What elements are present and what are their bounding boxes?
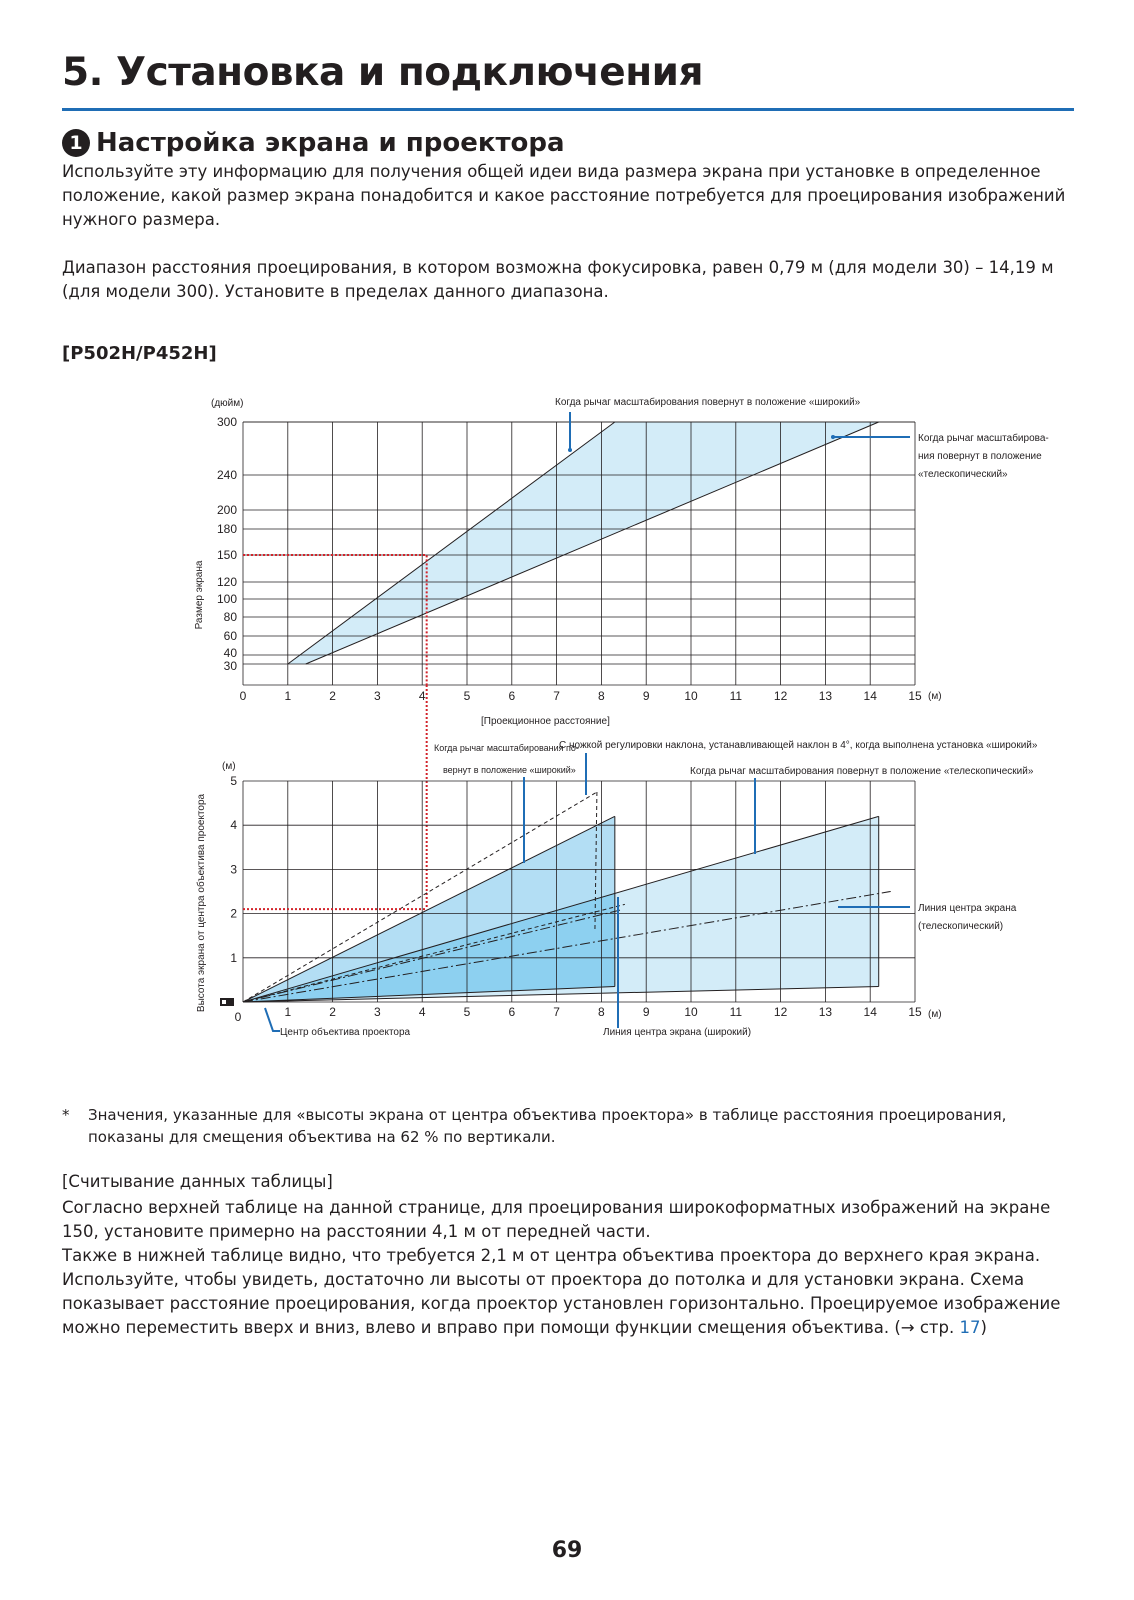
top-chart-x-ticks bbox=[240, 689, 922, 703]
page-link-17[interactable]: 17 bbox=[959, 1318, 981, 1337]
center-tele-annotation-2: (телескопический) bbox=[918, 921, 1004, 932]
chapter-rule bbox=[62, 108, 1074, 111]
top-x-tick-label: 6 bbox=[508, 689, 516, 703]
bottom-x-tick-label: 5 bbox=[463, 1005, 471, 1019]
top-x-tick-label: 14 bbox=[863, 689, 877, 703]
top-y-tick-label: 300 bbox=[216, 415, 237, 429]
bottom-y-tick-label: 1 bbox=[230, 950, 237, 965]
top-y-tick-label: 200 bbox=[216, 503, 237, 517]
bottom-y-tick-label: 5 bbox=[230, 774, 237, 788]
top-y-tick-label: 240 bbox=[216, 468, 237, 482]
top-chart-x-label: [Проекционное расстояние] bbox=[481, 716, 610, 727]
reading-title: [Считывание данных таблицы] bbox=[62, 1172, 333, 1191]
bottom-x-tick-label: 9 bbox=[642, 1005, 650, 1019]
top-x-tick-label: 12 bbox=[773, 689, 788, 703]
top-chart-y-label: Размер экрана bbox=[194, 560, 205, 630]
top-x-tick-label: 13 bbox=[818, 689, 833, 703]
bottom-chart-y-unit: (м) bbox=[222, 761, 236, 772]
bottom-x-tick-label: 3 bbox=[374, 1005, 381, 1019]
top-y-tick-label: 80 bbox=[223, 610, 237, 624]
center-wide-annotation: Линия центра экрана (широкий) bbox=[603, 1027, 752, 1038]
section-title-text: Настройка экрана и проектора bbox=[96, 128, 565, 158]
top-tele-annotation-2: ния повернут в положение bbox=[918, 451, 1042, 462]
intro-paragraph: Используйте эту информацию для получения общей идеи вида размера экрана при установке в определенное положение, какой размер экрана понадобится и какое расстояние потребуется для проецирования изображений нужного размера. bbox=[62, 162, 1066, 229]
bottom-x-tick-label: 0 bbox=[234, 1010, 242, 1024]
bottom-x-tick-label: 11 bbox=[729, 1005, 743, 1019]
section-number-badge: 1 bbox=[62, 129, 90, 157]
bottom-x-tick-label: 4 bbox=[418, 1005, 426, 1019]
bottom-chart bbox=[195, 740, 1038, 1038]
footnote-marker: * bbox=[62, 1106, 70, 1124]
footnote bbox=[62, 1104, 1074, 1148]
lens-center-annotation: Центр объектива проектора bbox=[280, 1027, 411, 1038]
projection-charts bbox=[0, 385, 1134, 1055]
top-y-tick-label: 100 bbox=[216, 592, 237, 606]
top-y-tick-label: 150 bbox=[216, 548, 237, 562]
page-number: 69 bbox=[551, 1538, 583, 1563]
top-tele-leader-dot bbox=[831, 435, 835, 439]
top-x-tick-label: 5 bbox=[463, 689, 471, 703]
top-x-tick-label: 15 bbox=[908, 689, 922, 703]
top-y-tick-label: 180 bbox=[216, 522, 237, 536]
top-x-tick-label: 0 bbox=[239, 689, 247, 703]
top-x-tick-label: 11 bbox=[729, 689, 743, 703]
top-wide-leader-dot bbox=[568, 448, 572, 452]
bottom-x-tick-label: 12 bbox=[773, 1005, 788, 1019]
lens-center-leader bbox=[265, 1008, 280, 1031]
chapter-title: 5. Установка и подключения bbox=[62, 50, 704, 95]
bottom-wide-annotation-1: Когда рычаг масштабирования по- bbox=[434, 743, 579, 753]
top-chart bbox=[194, 396, 1049, 727]
bottom-chart-x-ticks bbox=[235, 1005, 922, 1024]
bottom-tilt-annotation: С ножкой регулировки наклона, устанавливающей наклон в 4°, когда выполнена установка «широкий» bbox=[559, 740, 1038, 751]
top-chart-x-unit: (м) bbox=[928, 691, 942, 702]
bottom-wide-annotation-2: вернут в положение «широкий» bbox=[443, 765, 576, 775]
top-y-tick-label: 40 bbox=[223, 646, 237, 660]
top-tele-annotation-3: «телескопический» bbox=[918, 469, 1008, 480]
bottom-x-tick-label: 8 bbox=[598, 1005, 605, 1019]
range-paragraph: Диапазон расстояния проецирования, в котором возможна фокусировка, равен 0,79 м (для модели 30) – 14,19 м (для модели 300). Установите в пределах данного диапазона. bbox=[62, 258, 1054, 301]
top-x-tick-label: 9 bbox=[642, 689, 650, 703]
projector-lens-icon bbox=[222, 1000, 226, 1004]
bottom-x-tick-label: 6 bbox=[508, 1005, 516, 1019]
top-x-tick-label: 2 bbox=[329, 689, 336, 703]
bottom-tele-annotation: Когда рычаг масштабирования повернут в положение «телескопический» bbox=[690, 766, 1034, 777]
top-y-tick-label: 60 bbox=[223, 629, 237, 643]
top-tele-annotation-1: Когда рычаг масштабирова- bbox=[918, 433, 1049, 444]
bottom-x-tick-label: 10 bbox=[684, 1005, 698, 1019]
top-x-tick-label: 3 bbox=[374, 689, 381, 703]
bottom-y-tick-label: 3 bbox=[230, 862, 237, 877]
top-x-tick-label: 1 bbox=[284, 689, 292, 703]
top-chart-range-area bbox=[288, 422, 879, 664]
bottom-x-tick-label: 14 bbox=[863, 1005, 877, 1019]
bottom-chart-y-ticks bbox=[230, 774, 237, 965]
reading-body-2: Также в нижней таблице видно, что требуется 2,1 м от центра объектива проектора до верхнего края экрана. Используйте, чтобы увидеть, достаточно ли высоты от проектора до потолка и для установки экрана. Схема показывает расстояние проецирования, когда проектор установлен горизонтально. Проецируемое изображение можно переместить вверх и вниз, влево и вправо при помощи функции смещения объектива. (→ стр. bbox=[62, 1246, 1061, 1337]
top-wide-annotation: Когда рычаг масштабирования повернут в положение «широкий» bbox=[555, 397, 861, 408]
top-x-tick-label: 7 bbox=[553, 689, 560, 703]
reading-body bbox=[62, 1196, 1074, 1340]
bottom-x-tick-label: 1 bbox=[284, 1005, 292, 1019]
bottom-chart-y-label: Высота экрана от центра объектива проектора bbox=[196, 793, 207, 1013]
bottom-x-tick-label: 7 bbox=[553, 1005, 560, 1019]
bottom-y-tick-label: 4 bbox=[230, 818, 237, 833]
footnote-text: Значения, указанные для «высоты экрана от центра объектива проектора» в таблице расстояния проецирования, показаны для смещения объектива на 62 % по вертикали. bbox=[88, 1106, 1007, 1146]
top-x-tick-label: 10 bbox=[684, 689, 698, 703]
reading-body-1: Согласно верхней таблице на данной странице, для проецирования широкоформатных изображений на экране 150, установите примерно на расстоянии 4,1 м от передней части. bbox=[62, 1198, 1051, 1241]
section-title bbox=[62, 128, 565, 158]
bottom-x-tick-label: 13 bbox=[818, 1005, 833, 1019]
bottom-x-tick-label: 2 bbox=[329, 1005, 336, 1019]
top-x-tick-label: 8 bbox=[598, 689, 605, 703]
top-x-tick-label: 4 bbox=[418, 689, 426, 703]
model-label: [P502H/P452H] bbox=[62, 343, 217, 364]
bottom-x-tick-label: 15 bbox=[908, 1005, 922, 1019]
center-tele-annotation-1: Линия центра экрана bbox=[918, 903, 1017, 914]
top-y-tick-label: 120 bbox=[216, 575, 237, 589]
reading-close-paren: ) bbox=[980, 1318, 987, 1337]
top-y-tick-label: 30 bbox=[223, 659, 237, 673]
bottom-chart-x-unit: (м) bbox=[928, 1009, 942, 1020]
bottom-y-tick-label: 2 bbox=[230, 906, 237, 921]
top-chart-y-unit: (дюйм) bbox=[211, 398, 244, 409]
top-chart-y-ticks bbox=[217, 415, 237, 673]
